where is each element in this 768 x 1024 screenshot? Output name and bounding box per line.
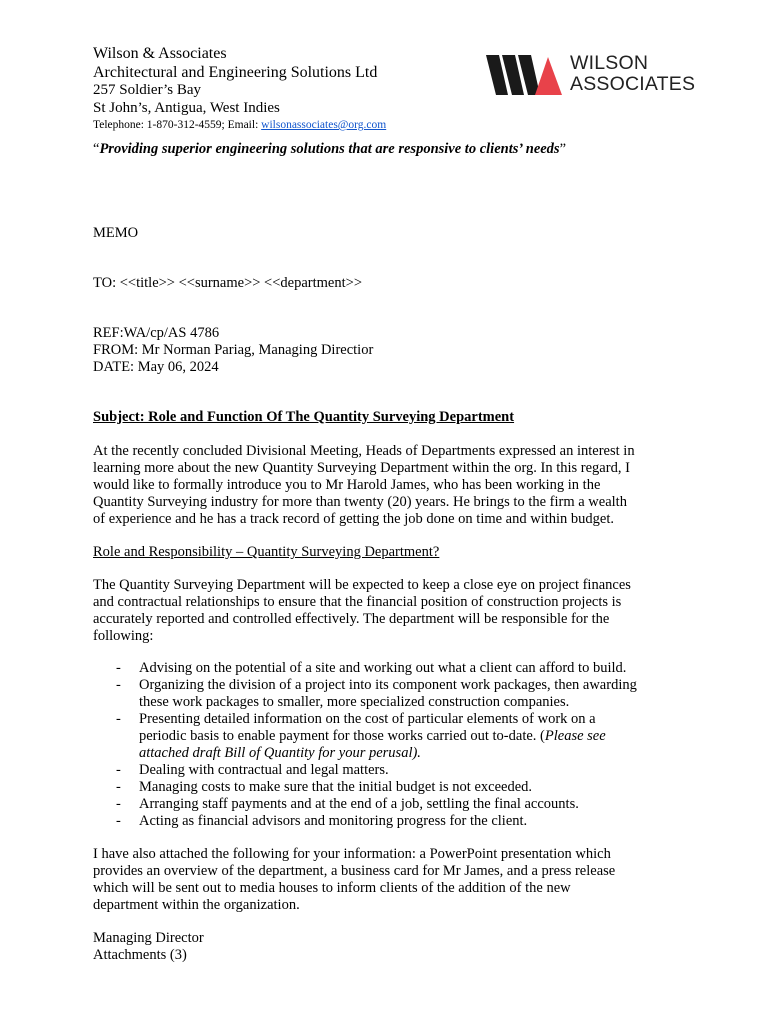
- list-item: [93, 796, 678, 813]
- paragraph-line: which will be sent out to media houses to inform clients of the addition of the new: [93, 880, 571, 896]
- list-item-text: Organizing the division of a project into its component work packages, then awarding: [139, 677, 637, 693]
- letterhead: [93, 44, 553, 133]
- list-item: [93, 779, 678, 796]
- list-item-text: these work packages to smaller, more specialized construction companies.: [139, 694, 570, 710]
- tagline-text: Providing superior engineering solutions that are responsive to clients’ needs: [99, 141, 560, 157]
- list-item-text-italic: attached draft Bill of Quantity for your perusal).: [139, 745, 421, 761]
- email-link[interactable]: wilsonassociates@org.com: [261, 119, 387, 131]
- contact-line: [93, 118, 553, 133]
- paragraph-line: At the recently concluded Divisional Meeting, Heads of Departments expressed an interest in: [93, 443, 635, 459]
- memo-to-line: TO: <<title>> <<surname>> <<department>>: [93, 275, 362, 291]
- tagline-close-quote: ”: [559, 141, 567, 157]
- contact-prefix: Telephone: 1-870-312-4559; Email:: [93, 119, 262, 131]
- bullet-dash: -: [116, 779, 121, 795]
- paragraph-intro: [93, 443, 678, 528]
- paragraph-line: accurately reported and controlled effectively. The department will be responsible for the: [93, 611, 610, 627]
- bullet-dash: -: [116, 677, 121, 693]
- logo-line-1: WILSON: [570, 52, 649, 74]
- paragraph-attachments: [93, 846, 678, 914]
- responsibility-list: [93, 660, 678, 830]
- paragraph-line: department within the organization.: [93, 897, 300, 913]
- bullet-dash: -: [116, 660, 121, 676]
- paragraph-line: provides an overview of the department, a business card for Mr James, and a press release: [93, 863, 616, 879]
- list-item-text: Dealing with contractual and legal matters.: [139, 762, 389, 778]
- paragraph-line: of experience and he has a track record of getting the job done on time and within budget.: [93, 511, 615, 527]
- company-logo: [486, 52, 696, 99]
- company-subtitle: Architectural and Engineering Solutions Ltd: [93, 64, 378, 81]
- list-item-text: Acting as financial advisors and monitoring progress for the client.: [139, 813, 528, 829]
- company-name: Wilson & Associates: [93, 45, 227, 62]
- list-item-text-italic: Please see: [544, 728, 606, 744]
- list-item-text: Arranging staff payments and at the end of a job, settling the final accounts.: [139, 796, 579, 812]
- logo-mark-icon: [486, 55, 566, 97]
- memo-ref: REF:WA/cp/AS 4786: [93, 325, 220, 341]
- address-line-2: St John’s, Antigua, West Indies: [93, 99, 280, 116]
- tagline: [93, 141, 566, 158]
- logo-line-2: ASSOCIATES: [570, 73, 696, 95]
- list-item: [93, 711, 678, 762]
- paragraph-line: and contractual relationships to ensure that the financial position of construction projects is: [93, 594, 622, 610]
- tagline-open-quote: “: [93, 141, 100, 157]
- bullet-dash: -: [116, 796, 121, 812]
- attachments-note: Attachments (3): [93, 947, 187, 963]
- list-item: [93, 762, 678, 779]
- list-item: [93, 660, 678, 677]
- paragraph-line: following:: [93, 628, 154, 644]
- list-item-text: Managing costs to make sure that the initial budget is not exceeded.: [139, 779, 533, 795]
- memo-meta: [93, 325, 678, 376]
- memo-subject: Subject: Role and Function Of The Quantity Surveying Department: [93, 409, 515, 425]
- list-item-text: [139, 728, 678, 745]
- list-item: [93, 813, 678, 830]
- list-item-text-plain: periodic basis to enable payment for those works carried out to-date. (: [139, 728, 545, 744]
- paragraph-line: learning more about the new Quantity Surveying Department within the org. In this regard, I: [93, 460, 630, 476]
- address-line-1: 257 Soldier’s Bay: [93, 82, 202, 98]
- memo-heading: MEMO: [93, 225, 139, 241]
- list-item-text: Advising on the potential of a site and working out what a client can afford to build.: [139, 660, 627, 676]
- bullet-dash: -: [116, 813, 121, 829]
- section-heading: Role and Responsibility – Quantity Surveying Department?: [93, 544, 440, 560]
- paragraph-line: I have also attached the following for your information: a PowerPoint presentation which: [93, 846, 611, 862]
- closing-block: [93, 930, 678, 964]
- signature-title: Managing Director: [93, 930, 204, 946]
- memo-from: FROM: Mr Norman Pariag, Managing Directior: [93, 342, 374, 358]
- paragraph-line: The Quantity Surveying Department will be expected to keep a close eye on project finances: [93, 577, 631, 593]
- bullet-dash: -: [116, 762, 121, 778]
- paragraph-department: [93, 577, 678, 645]
- logo-text: [570, 53, 695, 95]
- list-item: [93, 677, 678, 711]
- bullet-dash: -: [116, 711, 121, 727]
- list-item-text: Presenting detailed information on the cost of particular elements of work on a: [139, 711, 596, 727]
- paragraph-line: Quantity Surveying industry for more than twenty (20) years. He brings to the firm a wealth: [93, 494, 627, 510]
- paragraph-line: would like to formally introduce you to Mr Harold James, who has been working in the: [93, 477, 601, 493]
- memo-date: DATE: May 06, 2024: [93, 359, 219, 375]
